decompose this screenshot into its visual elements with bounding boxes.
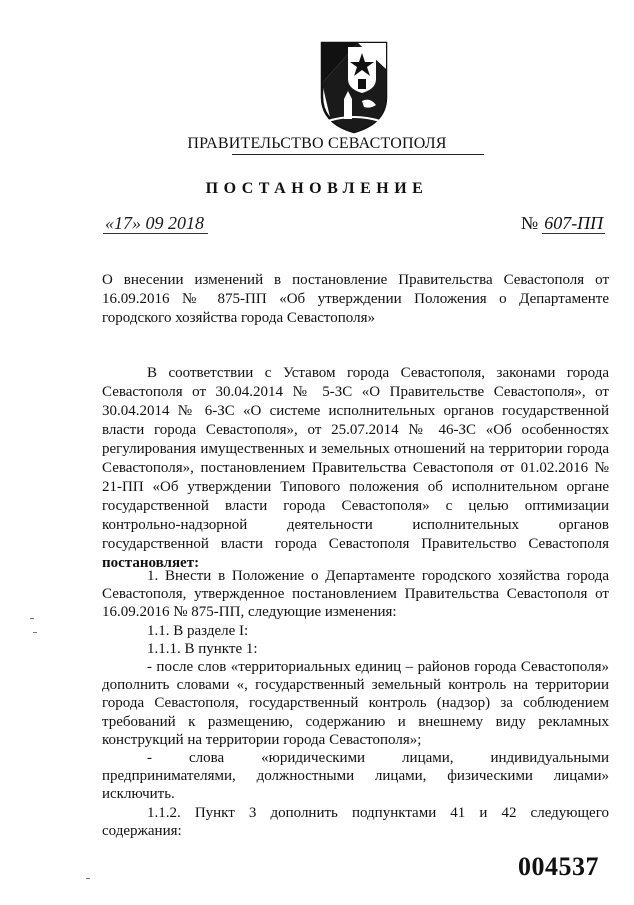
item-dash-1: - после слов «территориальных единиц – районов города Севастополя» дополнить словами «, государственный земельный контроль на территории города Севастополя, государственный контроль (надзор) за соблюдением требований к размещению, содержанию и внешнему виду рекламных конструкций на территории города Севастополя»; bbox=[102, 659, 609, 748]
document-type-title: ПОСТАНОВЛЕНИЕ bbox=[205, 180, 429, 197]
document-number bbox=[521, 213, 605, 233]
amendment-items bbox=[102, 567, 609, 840]
item-1-1-1: 1.1.1. В пункте 1: bbox=[147, 640, 258, 657]
scan-mark bbox=[30, 618, 34, 619]
item-1-1: 1.1. В разделе I: bbox=[147, 622, 249, 639]
item-1-1-2: 1.1.2. Пункт 3 дополнить подпунктами 41 и 42 следующего содержания: bbox=[102, 804, 609, 839]
preamble-text: В соответствии с Уставом города Севастополя, законами города Севастополя от 30.04.2014 № 5-ЗС «О Правительстве Севастополя», от 30.04.2014 № 6-ЗС «О системе исполнительных органов государственной власти города Севастополя», от 25.07.2014 № 46-ЗС «Об особенностях регулирования имущественных и земельных отношений на территории города Севастополя», постановлением Правительства Севастополя от 01.02.2016 № 21-ПП «Об утверждении Типового положения об исполнительном органе государственной власти города Севастополя» с целью оптимизации контрольно-надзорной деятельности исполнительных органов государственной власти города Севастополя Правительство Севастополя bbox=[102, 365, 609, 552]
serial-number: 004537 bbox=[518, 852, 599, 881]
document-subject: О внесении изменений в постановление Правительства Севастополя от 16.09.2016 № 875-ПП «Об утверждении Положения о Департаменте городского хозяйства города Севастополя» bbox=[102, 272, 609, 326]
item-1: 1. Внести в Положение о Департаменте городского хозяйства города Севастополя, утвержденное постановлением Правительства Севастополя от 16.09.2016 № 875-ПП, следующие изменения: bbox=[102, 568, 609, 621]
preamble-paragraph bbox=[102, 364, 609, 573]
preamble-resolution: постановляет: bbox=[102, 555, 200, 571]
document-date: «17» 09 2018 bbox=[103, 213, 208, 234]
number-prefix: № bbox=[521, 213, 539, 233]
item-dash-2: - слова «юридическими лицами, индивидуальными предпринимателями, должностными лицами, физическими лицами» исключить. bbox=[102, 750, 609, 803]
number-value: 607-ПП bbox=[544, 213, 604, 233]
organization-name: ПРАВИТЕЛЬСТВО СЕВАСТОПОЛЯ bbox=[187, 135, 447, 152]
sevastopol-coat-of-arms-icon bbox=[318, 39, 390, 135]
organization-underline bbox=[232, 154, 484, 155]
scan-mark bbox=[86, 878, 90, 879]
scan-mark bbox=[33, 632, 37, 633]
